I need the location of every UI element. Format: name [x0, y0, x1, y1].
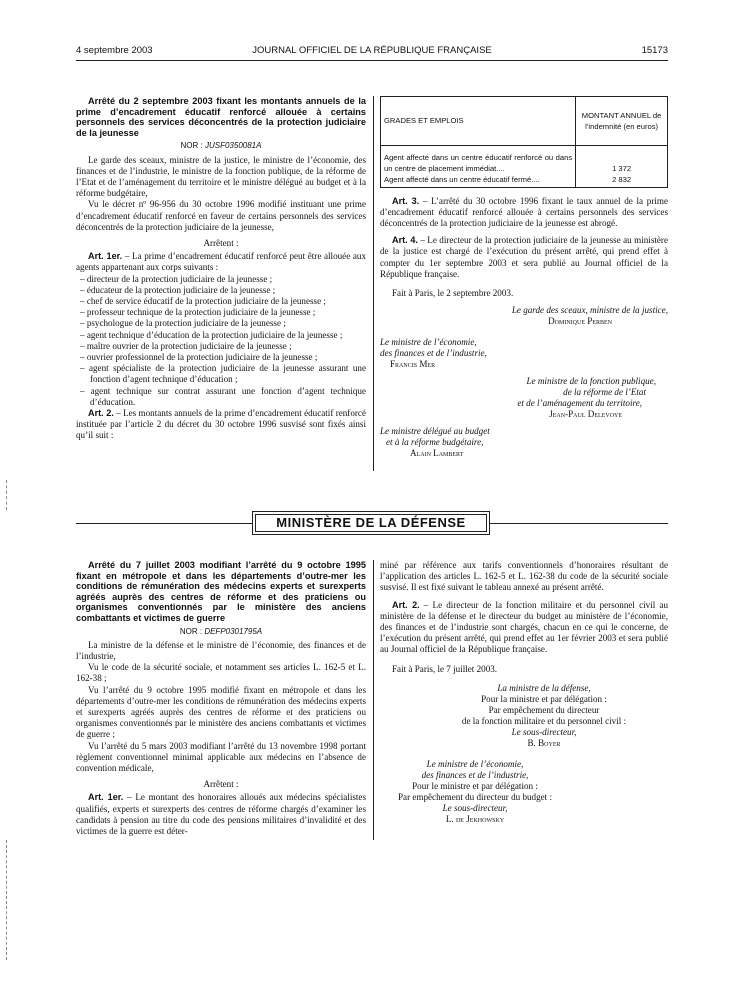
arrete-1-art3	[380, 196, 668, 230]
arrete-1-nor	[76, 140, 366, 151]
arrete-1-art4	[380, 235, 668, 280]
arrete-1-arretent: Arrêtent :	[203, 238, 239, 248]
arrete-2-art2	[380, 600, 668, 656]
sig3-title-2: de la réforme de l’Etat	[563, 387, 646, 398]
sig-eco-2: des finances et de l’industrie,	[421, 769, 529, 780]
corps-list-item: – professeur technique de la protection judiciaire de la jeunesse ;	[80, 307, 316, 318]
column-separator	[373, 96, 374, 471]
column-separator	[373, 560, 374, 840]
arrete-2-nor	[76, 626, 366, 637]
table-header-grades: GRADES ET EMPLOIS	[381, 97, 576, 146]
arrete-2-fait: Fait à Paris, le 7 juillet 2003.	[392, 663, 498, 674]
sig4-title-1: Le ministre délégué au budget	[380, 426, 490, 437]
sig-eco-1: Le ministre de l’économie,	[426, 758, 524, 769]
corps-list-item: – agent technique sur contrat assurant une fonction d’agent technique d’éducation.	[80, 385, 366, 407]
nor-code: DEFP0301795A	[204, 626, 263, 636]
arrete-2-arretent: Arrêtent :	[203, 779, 239, 790]
arrete-2-art1-continued: miné par référence aux tarifs conventionnels d’honoraires résultant de l’application des articles L. 162-5 et L. 162-38 du code de la sécurité sociale susvisé. Il est fixé suivant le tableau annexé au présent arrêté.	[380, 560, 668, 593]
header-journal-title: JOURNAL OFFICIEL DE LA RÉPUBLIQUE FRANÇAISE	[252, 45, 492, 56]
arrete-1-right-column	[380, 96, 668, 459]
arrete-1-fait: Fait à Paris, le 2 septembre 2003.	[392, 288, 514, 299]
sig-defense-4: de la fonction militaire et du personnel civil :	[461, 715, 627, 726]
corps-list-item: – chef de service éducatif de la protection judiciaire de la jeunesse ;	[80, 296, 326, 307]
art1-text: – La prime d’encadrement éducatif renforcé peut être allouée aux agents appartenant aux corps suivants :	[76, 251, 366, 273]
margin-mark	[6, 480, 7, 510]
art1-label: Art. 1er.	[88, 251, 123, 262]
banner-rule-right	[490, 523, 668, 524]
table-cell-label	[381, 146, 576, 188]
nor-label: NOR :	[180, 141, 205, 151]
corps-list	[76, 274, 366, 408]
sig-defense-5: Le sous-directeur,	[511, 726, 577, 737]
art3-label: Art. 3.	[392, 195, 420, 206]
sig1-name: Dominique Perben	[548, 316, 612, 327]
margin-mark	[6, 840, 7, 960]
corps-list-item: – ouvrier professionnel de la protection judiciaire de la jeunesse ;	[80, 352, 318, 363]
sig2-name: Francis Mer	[390, 359, 436, 370]
sig1-title-text: Le garde des sceaux, ministre de la justice,	[511, 305, 668, 316]
art2-label: Art. 2.	[88, 408, 114, 419]
sig4-title-2: et à la réforme budgétaire,	[386, 437, 484, 448]
sig-defense-name: B. Boyer	[527, 737, 561, 748]
sig-defense-3: Par empêchement du directeur	[488, 704, 600, 715]
arrete-2-signature-economie	[380, 759, 570, 825]
sig-eco-3: Pour le ministre et par délégation :	[412, 780, 538, 791]
ministry-title: MINISTÈRE DE LA DÉFENSE	[255, 514, 487, 532]
corps-list-item: – éducateur de la protection judiciaire de la jeunesse ;	[80, 284, 276, 295]
sig3-title-3: et de l’aménagement du territoire,	[517, 398, 642, 409]
sig-eco-name: L. de Jekhowsky	[445, 813, 505, 824]
art4-text: – Le directeur de la protection judiciaire de la jeunesse au ministère de la justice est chargé de l’exécution du présent arrêté, qui prend effet à compter du 1er septembre 2003 et sera publié au Journal officiel de la République française.	[380, 235, 668, 279]
sig-defense-2: Pour la ministre et par délégation :	[481, 693, 607, 704]
sig1-title	[380, 305, 668, 316]
sig3-title-1: Le ministre de la fonction publique,	[526, 376, 656, 387]
arrete-1-visa: Vu le décret nº 96-956 du 30 octobre 1996 modifié instituant une prime d’encadrement éducatif renforcé en faveur de certains personnels des services déconcentrés de la protection judiciaire de la jeunesse,	[76, 199, 366, 232]
art1-text: – Le montant des honoraires alloués aux médecins spécialistes qualifiés, experts et surexperts des centres de réforme chargés d’examiner les candidats à pension au titre du code des pensions militaires d’invalidité et des victimes de la guerre est déter-	[76, 792, 366, 837]
arrete-1-title: Arrêté du 2 septembre 2003 fixant les montants annuels de la prime d’encadrement éducatif renforcé allouée à certains personnels des services déconcentrés de la protection judiciaire de la jeunesse	[76, 96, 366, 138]
arrete-1-art2	[76, 408, 366, 442]
art4-label: Art. 4.	[392, 235, 418, 246]
art3-text: – L’arrêté du 30 octobre 1996 fixant le taux annuel de la prime d’encadrement éducatif renforcé allouée à certains personnels des services déconcentrés de la protection judiciaire de la jeunesse est abrogé.	[380, 195, 668, 229]
page-header	[76, 45, 668, 59]
table-row-1-value: 1 372	[612, 164, 632, 174]
table-row-2-label: Agent affecté dans un centre éducatif fermé....	[384, 175, 540, 185]
arrete-2-right-column	[380, 560, 668, 825]
header-page-number: 15173	[641, 45, 668, 56]
header-rule	[76, 60, 668, 61]
table-cell-value	[576, 146, 668, 188]
arrete-2-visa-1: Vu le code de la sécurité sociale, et notamment ses articles L. 162-5 et L. 162-38 ;	[76, 662, 366, 684]
arrete-1-preamble: Le garde des sceaux, ministre de la justice, le ministre de l’économie, des finances et de l’industrie, le ministre de la fonction publique, de la réforme de l’Etat et de l’aménagement du territoire et le ministre délégué au budget et à la réforme budgétaire,	[76, 154, 366, 199]
art2-text: – Les montants annuels de la prime d’encadrement éducatif renforcé instituée par l’article 2 du décret du 30 octobre 1996 susvisé sont fixés ainsi qu’il suit :	[76, 408, 366, 441]
sig-eco-5: Le sous-directeur,	[442, 802, 508, 813]
art1-label: Art. 1er.	[88, 792, 124, 803]
corps-list-item: – agent technique d’éducation de la protection judiciaire de la jeunesse ;	[80, 329, 343, 340]
art2-label: Art. 2.	[392, 599, 420, 610]
arrete-2-visa-2: Vu l’arrêté du 9 octobre 1995 modifié fixant en métropole et dans les départements d’outre-mer les conditions de rémunération des médecins experts et surexperts agréés auprès des centres de réforme et des praticiens ou organismes conventionnés par le ministère des anciens combattants et victimes de guerre ;	[76, 684, 366, 740]
sig3-name: Jean-Paul Delevoye	[549, 409, 622, 420]
arrete-1-art1	[76, 251, 366, 273]
nor-code: JUSF0350081A	[204, 141, 262, 151]
banner-rule-left	[76, 523, 252, 524]
arrete-2-title: Arrêté du 7 juillet 2003 modifiant l’arrêté du 9 octobre 1995 fixant en métropole et dans les départements d’outre-mer les conditions de rémunération des médecins experts et surexperts agréés auprès des centres de réforme et des praticiens ou organismes conventionnés par le ministère des anciens combattants et victimes de guerre	[76, 560, 366, 623]
ministry-banner	[252, 511, 490, 535]
amounts-table	[380, 96, 668, 188]
table-row-2-value: 2 832	[612, 175, 632, 185]
arrete-2-art1	[76, 792, 366, 837]
header-date: 4 septembre 2003	[76, 45, 153, 56]
sig4-name: Alain Lambert	[410, 448, 464, 459]
sig-eco-4: Par empêchement du directeur du budget :	[397, 791, 553, 802]
arrete-1-signatures	[380, 305, 668, 459]
table-row-1-label: Agent affecté dans un centre éducatif renforcé ou dans un centre de placement immédiat....	[384, 153, 573, 174]
arrete-2-preamble: La ministre de la défense et le ministre de l’économie, des finances et de l’industrie,	[76, 639, 366, 661]
art2-text: – Le directeur de la fonction militaire et du personnel civil au ministère de la défense et le directeur du budget au ministère de l’économie, des finances et de l’industrie sont chargés, chacun en ce qui le concerne, de l’exécution du présent arrêté, qui prend effet au 1er février 2003 et sera publié au Journal officiel de la République française.	[380, 599, 668, 655]
arrete-2-signature-defense	[380, 683, 668, 749]
arrete-1-left-column	[76, 96, 366, 442]
corps-list-item: – psychologue de la protection judiciaire de la jeunesse ;	[80, 318, 286, 329]
corps-list-item: – directeur de la protection judiciaire de la jeunesse ;	[80, 273, 273, 284]
sig-defense-1: La ministre de la défense,	[497, 682, 591, 693]
nor-label: NOR :	[179, 626, 205, 636]
corps-list-item: – agent spécialiste de la protection judiciaire de la jeunesse assurant une fonction d’agent technique d’éducation ;	[80, 363, 366, 385]
arrete-2-left-column	[76, 560, 366, 837]
table-header-amount: MONTANT ANNUEL de l’indemnité (en euros)	[576, 97, 668, 146]
arrete-2-visa-3: Vu l’arrêté du 5 mars 2003 modifiant l’arrêté du 13 novembre 1998 portant règlement conventionnel minimal applicable aux médecins en l’absence de convention médicale,	[76, 740, 366, 773]
corps-list-item: – maître ouvrier de la protection judiciaire de la jeunesse ;	[80, 340, 292, 351]
sig2-title-1: Le ministre de l’économie,	[380, 337, 477, 348]
sig2-title-2: des finances et de l’industrie,	[380, 348, 487, 359]
